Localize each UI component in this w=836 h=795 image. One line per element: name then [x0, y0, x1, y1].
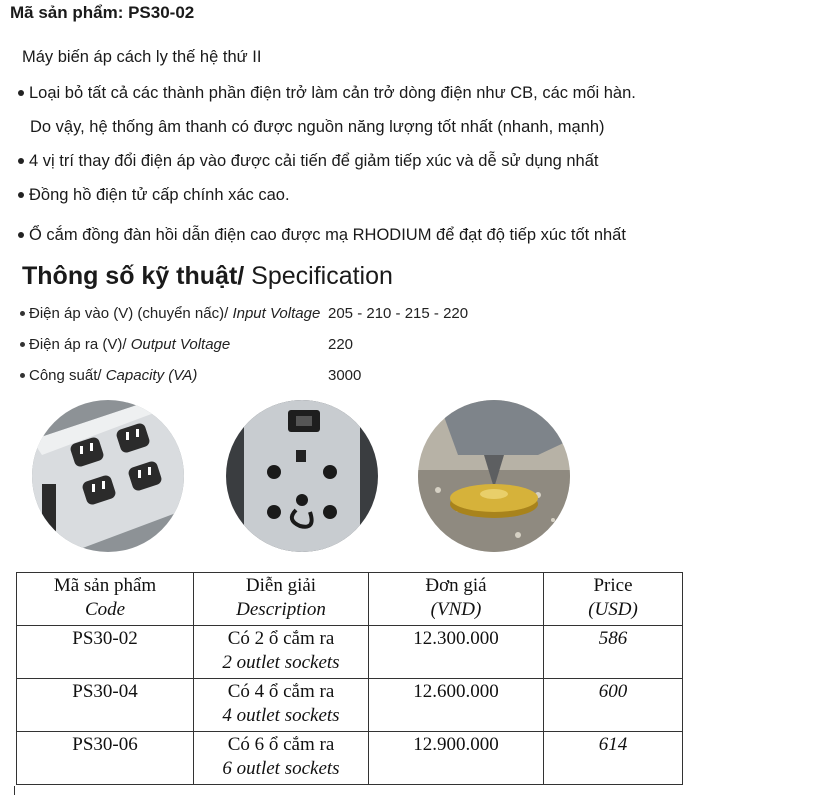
- spec-heading: [22, 262, 393, 291]
- spec-value-capacity: 3000: [328, 367, 362, 384]
- header-price-vnd: [369, 573, 544, 626]
- header-label: Đơn giá: [425, 575, 487, 596]
- rear-panel-photo: [226, 400, 378, 552]
- feature-text: Ổ cắm đồng đàn hồi dẫn điện cao được mạ RHODIUM để đạt độ tiếp xúc tốt nhất: [29, 226, 626, 244]
- description-en: 4 outlet sockets: [222, 705, 340, 726]
- description-vi: Có 4 ổ cắm ra: [227, 681, 335, 702]
- feature-bullet-2: [18, 152, 599, 171]
- spec-row-capacity: [20, 367, 197, 384]
- product-title: Mã sản phẩm: PS30-02: [10, 3, 195, 22]
- outlet-sockets-photo: [32, 400, 184, 552]
- bullet-dot-icon: [20, 373, 25, 378]
- spec-label: Công suất/: [29, 367, 106, 384]
- bullet-dot-icon: [18, 192, 24, 198]
- feature-bullet-1: [18, 84, 636, 103]
- cell-price-usd: 600: [544, 679, 683, 732]
- cell-code: PS30-02: [17, 626, 194, 679]
- table-row: [17, 626, 683, 679]
- feature-text: 4 vị trí thay đổi điện áp vào được cải tiến để giảm tiếp xúc và dễ sử dụng nhất: [29, 152, 599, 170]
- spec-label-en: Input Voltage: [232, 305, 321, 322]
- cell-price-vnd: 12.300.000: [369, 626, 544, 679]
- spec-label: Điện áp ra (V)/: [29, 336, 131, 353]
- bullet-dot-icon: [18, 158, 24, 164]
- feature-text: Đồng hồ điện tử cấp chính xác cao.: [29, 186, 290, 204]
- cell-code: PS30-06: [17, 732, 194, 785]
- header-label-en: (VND): [430, 599, 482, 620]
- header-label-en: (USD): [588, 599, 638, 620]
- header-price-usd: [544, 573, 683, 626]
- table-row: [17, 732, 683, 785]
- header-label-en: Code: [84, 599, 126, 620]
- cell-price-vnd: 12.600.000: [369, 679, 544, 732]
- table-row: [17, 679, 683, 732]
- table-header-row: [17, 573, 683, 626]
- description-vi: Có 2 ổ cắm ra: [227, 628, 335, 649]
- feature-bullet-4: [18, 226, 626, 245]
- description-en: 2 outlet sockets: [222, 652, 340, 673]
- cell-code: PS30-04: [17, 679, 194, 732]
- cell-description: [194, 732, 369, 785]
- header-label: Diễn giải: [245, 575, 317, 596]
- spec-label-en: Output Voltage: [130, 336, 231, 353]
- cell-description: [194, 679, 369, 732]
- header-label: Mã sản phẩm: [53, 575, 157, 596]
- header-label: Price: [593, 575, 633, 596]
- spec-value-output-voltage: 220: [328, 336, 354, 353]
- spec-value-input-voltage: 205 - 210 - 215 - 220: [328, 305, 469, 322]
- intro-text: Máy biến áp cách ly thế hệ thứ II: [22, 48, 262, 66]
- spec-heading-en: Specification: [244, 262, 393, 290]
- header-code: [17, 573, 194, 626]
- feature-bullet-1-continued: Do vậy, hệ thống âm thanh có được nguồn năng lượng tốt nhất (nhanh, mạnh): [30, 118, 605, 136]
- spec-heading-vi: Thông số kỹ thuật/: [22, 262, 245, 290]
- description-en: 6 outlet sockets: [222, 758, 340, 779]
- price-table: [16, 572, 683, 785]
- bullet-dot-icon: [20, 342, 25, 347]
- page-edge-mark: [14, 786, 15, 795]
- spec-label-en: Capacity (VA): [105, 367, 198, 384]
- header-description: [194, 573, 369, 626]
- feature-text: Loại bỏ tất cả các thành phần điện trở làm cản trở dòng điện như CB, các mối hàn.: [29, 84, 636, 102]
- header-label-en: Description: [236, 599, 326, 620]
- description-vi: Có 6 ổ cắm ra: [227, 734, 335, 755]
- gold-foot-photo: [418, 400, 570, 552]
- spec-row-output-voltage: [20, 336, 230, 353]
- bullet-dot-icon: [18, 232, 24, 238]
- bullet-dot-icon: [20, 311, 25, 316]
- spec-row-input-voltage: [20, 305, 320, 322]
- cell-price-usd: 586: [544, 626, 683, 679]
- cell-description: [194, 626, 369, 679]
- bullet-dot-icon: [18, 90, 24, 96]
- spec-label: Điện áp vào (V) (chuyển nấc)/: [29, 305, 233, 322]
- cell-price-usd: 614: [544, 732, 683, 785]
- cell-price-vnd: 12.900.000: [369, 732, 544, 785]
- feature-bullet-3: [18, 186, 290, 205]
